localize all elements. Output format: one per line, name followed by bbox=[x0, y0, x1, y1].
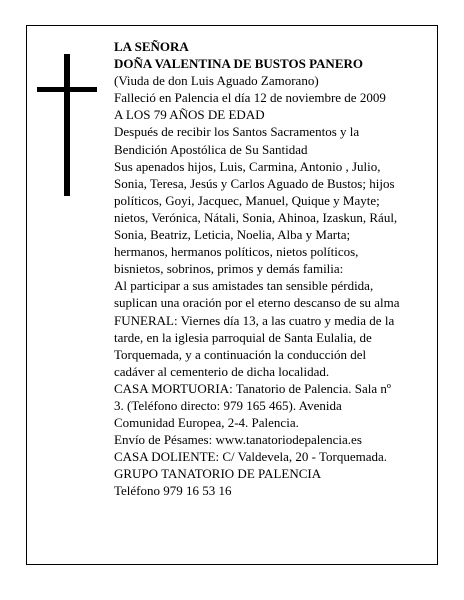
heading-la-senora: LA SEÑORA bbox=[114, 39, 189, 54]
prayer-line-2: suplican una oración por el eterno descanso de su alma bbox=[114, 295, 400, 311]
family-line-6: hermanos, hermanos políticos, nietos políticos, bbox=[114, 244, 359, 260]
phone-line: Teléfono 979 16 53 16 bbox=[114, 483, 232, 499]
group-name-line: GRUPO TANATORIO DE PALENCIA bbox=[114, 466, 322, 482]
mourning-house-line: CASA DOLIENTE: C/ Valdevela, 20 - Torquemada. bbox=[114, 449, 388, 465]
mortuary-line-2: 3. (Teléfono directo: 979 165 465). Avenida bbox=[114, 397, 342, 413]
sacraments-line-2: Bendición Apostólica de Su Santidad bbox=[114, 141, 308, 157]
cross-icon-bar bbox=[37, 87, 97, 92]
death-date-line: Falleció en Palencia el día 12 de noviembre de 2009 bbox=[114, 90, 386, 106]
funeral-line-2: tarde, en la iglesia parroquial de Santa Eulalia, de bbox=[114, 329, 372, 345]
age-line: A LOS 79 AÑOS DE EDAD bbox=[114, 107, 265, 123]
mortuary-line-1: CASA MORTUORIA: Tanatorio de Palencia. Sala nº bbox=[114, 380, 391, 396]
sacraments-line-1: Después de recibir los Santos Sacramentos y la bbox=[114, 124, 360, 140]
funeral-line-1: FUNERAL: Viernes día 13, a las cuatro y media de la bbox=[114, 312, 395, 328]
family-line-5: Sonia, Beatriz, Leticia, Noelia, Alba y Marta; bbox=[114, 227, 351, 243]
widow-of-line: (Viuda de don Luis Aguado Zamorano) bbox=[114, 73, 319, 89]
funeral-line-4: cadáver al cementerio de dicha localidad. bbox=[114, 363, 330, 379]
family-line-3: políticos, Goyi, Jacquec, Manuel, Quique y Mayte; bbox=[114, 192, 380, 208]
family-line-7: bisnietos, sobrinos, primos y demás familia: bbox=[114, 261, 344, 277]
funeral-line-3: Torquemada, y a continuación la conducción del bbox=[114, 346, 367, 362]
family-line-2: Sonia, Teresa, Jesús y Carlos Aguado de Bustos; hijos bbox=[114, 175, 395, 191]
family-line-4: nietos, Verónica, Nátali, Sonia, Ahinoa, Izaskun, Rául, bbox=[114, 209, 398, 225]
prayer-line-1: Al participar a sus amistades tan sensible pérdida, bbox=[114, 278, 374, 294]
condolences-line: Envío de Pésames: www.tanatoriodepalencia.es bbox=[114, 432, 362, 448]
mortuary-line-3: Comunidad Europea, 2-4. Palencia. bbox=[114, 415, 299, 431]
obituary-text bbox=[114, 38, 434, 500]
deceased-name: DOÑA VALENTINA DE BUSTOS PANERO bbox=[114, 56, 363, 72]
cross-icon bbox=[64, 54, 70, 196]
family-line-1: Sus apenados hijos, Luis, Carmina, Antonio , Julio, bbox=[114, 158, 381, 174]
